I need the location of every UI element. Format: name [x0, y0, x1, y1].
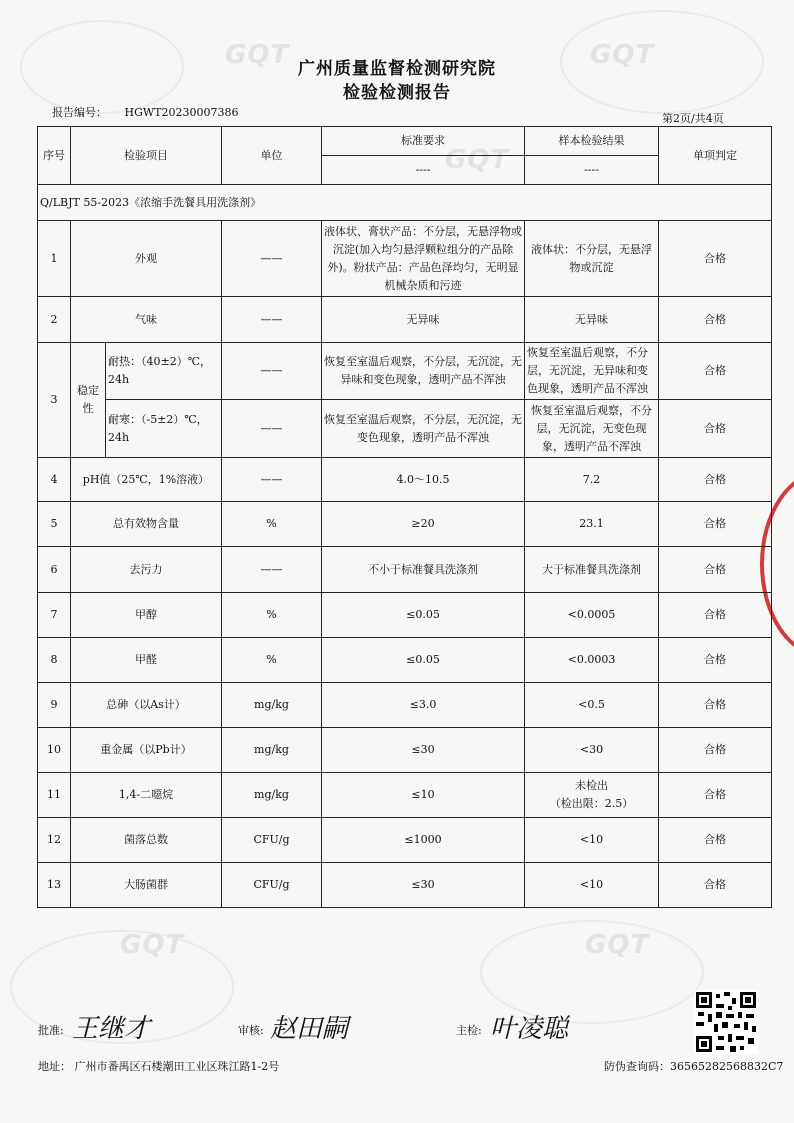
table-row — [38, 297, 772, 343]
cell-result: 恢复至室温后观察，不分层，无沉淀，无异味和变色现象，透明产品不浑浊 — [525, 343, 659, 400]
cell-standard: ≤0.05 — [322, 593, 525, 638]
cell-standard: 液体状、膏状产品：不分层，无悬浮物或沉淀(加入均匀悬浮颗粒组分的产品除外)。粉状产品：产品色泽均匀，无明显机械杂质和污迹 — [322, 221, 525, 297]
cell-item: 去污力 — [71, 547, 222, 593]
cell-group-label: 稳定性 — [71, 343, 106, 458]
cell-unit: —— — [222, 400, 322, 458]
header-standard: 标准要求 — [322, 127, 525, 156]
cell-no: 5 — [38, 502, 71, 547]
cell-result-detection-limit: （检出限：2.5） — [549, 797, 634, 810]
cell-unit: CFU/g — [222, 863, 322, 908]
table-row — [38, 863, 772, 908]
cell-judgement: 合格 — [659, 297, 772, 343]
cell-result: <10 — [525, 863, 659, 908]
cell-judgement: 合格 — [659, 773, 772, 818]
cell-no: 11 — [38, 773, 71, 818]
cell-unit: —— — [222, 343, 322, 400]
cell-standard: 恢复至室温后观察，不分层，无沉淀，无异味和变色现象，透明产品不浑浊 — [322, 343, 525, 400]
table-row — [38, 818, 772, 863]
cell-result: 无异味 — [525, 297, 659, 343]
cell-unit: —— — [222, 221, 322, 297]
cell-result-line: 未检出 — [575, 779, 608, 792]
cell-judgement: 合格 — [659, 221, 772, 297]
table-row — [38, 728, 772, 773]
cell-result: <0.0005 — [525, 593, 659, 638]
table-row — [38, 502, 772, 547]
cell-no: 6 — [38, 547, 71, 593]
table-row — [38, 458, 772, 502]
header-result-sub: ---- — [525, 156, 659, 185]
cell-result: <10 — [525, 818, 659, 863]
cell-item: 外观 — [71, 221, 222, 297]
cell-result: <0.5 — [525, 683, 659, 728]
cell-standard: ≤30 — [322, 863, 525, 908]
cell-standard: 不小于标准餐具洗涤剂 — [322, 547, 525, 593]
cell-unit: mg/kg — [222, 683, 322, 728]
cell-no: 9 — [38, 683, 71, 728]
header-judgement: 单项判定 — [659, 127, 772, 185]
cell-unit: mg/kg — [222, 728, 322, 773]
cell-standard: ≤0.05 — [322, 638, 525, 683]
table-row — [38, 400, 772, 458]
cell-standard: 恢复至室温后观察，不分层，无沉淀，无变色现象，透明产品不浑浊 — [322, 400, 525, 458]
cell-result: 23.1 — [525, 502, 659, 547]
table-row — [38, 547, 772, 593]
cell-standard: ≤10 — [322, 773, 525, 818]
review-signature: 赵田嗣 — [270, 1014, 349, 1044]
cell-judgement: 合格 — [659, 502, 772, 547]
table-row — [38, 221, 772, 297]
cell-result: 7.2 — [525, 458, 659, 502]
page-indicator: 第2页/共4页 — [662, 112, 724, 125]
cell-result — [525, 773, 659, 818]
cell-item: 耐寒：（-5±2）℃，24h — [106, 400, 222, 458]
cell-item: 耐热：（40±2）℃，24h — [106, 343, 222, 400]
watermark-logo: GQT — [590, 40, 655, 70]
cell-no: 8 — [38, 638, 71, 683]
cell-item: 菌落总数 — [71, 818, 222, 863]
header-result: 样本检验结果 — [525, 127, 659, 156]
cell-item: 总有效物含量 — [71, 502, 222, 547]
qr-code — [694, 990, 758, 1054]
cell-judgement: 合格 — [659, 458, 772, 502]
cell-judgement: 合格 — [659, 400, 772, 458]
cell-result: <30 — [525, 728, 659, 773]
standard-reference-row — [38, 185, 772, 221]
cell-result: 液体状：不分层，无悬浮物或沉淀 — [525, 221, 659, 297]
cell-standard: ≤3.0 — [322, 683, 525, 728]
report-number-value: HGWT20230007386 — [124, 106, 239, 119]
cell-judgement: 合格 — [659, 728, 772, 773]
cell-standard: ≤30 — [322, 728, 525, 773]
cell-judgement: 合格 — [659, 343, 772, 400]
cell-judgement: 合格 — [659, 593, 772, 638]
address — [38, 1058, 279, 1074]
header-item: 检验项目 — [71, 127, 222, 185]
cell-unit: —— — [222, 547, 322, 593]
cell-no: 3 — [38, 343, 71, 458]
cell-item: pH值（25℃，1%溶液） — [71, 458, 222, 502]
cell-unit: % — [222, 593, 322, 638]
cell-no: 12 — [38, 818, 71, 863]
header-unit: 单位 — [222, 127, 322, 185]
anti-fake-value: 36565282568832C7 — [670, 1060, 784, 1073]
standard-reference: Q/LBJT 55-2023《浓缩手洗餐具用洗涤剂》 — [38, 185, 772, 221]
header-standard-sub: ---- — [322, 156, 525, 185]
cell-standard: ≤1000 — [322, 818, 525, 863]
table-row — [38, 343, 772, 400]
cell-judgement: 合格 — [659, 683, 772, 728]
cell-result: 大于标准餐具洗涤剂 — [525, 547, 659, 593]
cell-result: <0.0003 — [525, 638, 659, 683]
cell-standard: 4.0～10.5 — [322, 458, 525, 502]
approve-signature: 王继才 — [72, 1014, 151, 1044]
cell-unit: CFU/g — [222, 818, 322, 863]
watermark-logo: GQT — [585, 930, 650, 960]
report-number-label: 报告编号： — [52, 106, 107, 119]
cell-no: 10 — [38, 728, 71, 773]
table-row — [38, 773, 772, 818]
address-value: 广州市番禺区石楼潮田工业区珠江路1-2号 — [74, 1060, 280, 1073]
cell-unit: % — [222, 638, 322, 683]
cell-item: 1,4-二噁烷 — [71, 773, 222, 818]
cell-no: 7 — [38, 593, 71, 638]
address-label: 地址： — [38, 1060, 71, 1073]
watermark-logo: GQT — [120, 930, 185, 960]
table-row — [38, 683, 772, 728]
cell-unit: —— — [222, 458, 322, 502]
table-header-row — [38, 127, 772, 156]
cell-item: 重金属（以Pb计） — [71, 728, 222, 773]
table-row — [38, 593, 772, 638]
cell-result: 恢复至室温后观察，不分层，无沉淀，无变色现象，透明产品不浑浊 — [525, 400, 659, 458]
cell-judgement: 合格 — [659, 818, 772, 863]
cell-unit: % — [222, 502, 322, 547]
cell-item: 甲醛 — [71, 638, 222, 683]
anti-fake-label: 防伪查询码： — [604, 1060, 670, 1073]
cell-no: 4 — [38, 458, 71, 502]
cell-standard: 无异味 — [322, 297, 525, 343]
anti-fake-code — [604, 1058, 783, 1074]
org-title: 广州质量监督检测研究院 — [298, 59, 496, 79]
header-no: 序号 — [38, 127, 71, 185]
doc-title: 检验检测报告 — [343, 83, 451, 103]
inspect-label: 主检: — [456, 1024, 482, 1037]
cell-no: 2 — [38, 297, 71, 343]
cell-judgement: 合格 — [659, 863, 772, 908]
review-label: 审核: — [238, 1024, 264, 1037]
cell-no: 1 — [38, 221, 71, 297]
cell-item: 甲醇 — [71, 593, 222, 638]
cell-unit: mg/kg — [222, 773, 322, 818]
cell-standard: ≥20 — [322, 502, 525, 547]
cell-judgement: 合格 — [659, 638, 772, 683]
table-row — [38, 638, 772, 683]
report-number — [52, 104, 239, 120]
cell-no: 13 — [38, 863, 71, 908]
cell-item: 大肠菌群 — [71, 863, 222, 908]
cell-unit: —— — [222, 297, 322, 343]
cell-judgement: 合格 — [659, 547, 772, 593]
approve-label: 批准: — [38, 1024, 64, 1037]
cell-item: 气味 — [71, 297, 222, 343]
cell-item: 总砷（以As计） — [71, 683, 222, 728]
results-table — [37, 126, 772, 908]
watermark-logo: GQT — [445, 145, 510, 175]
inspect-signature: 叶凌聪 — [490, 1014, 569, 1044]
watermark-logo: GQT — [225, 40, 290, 70]
